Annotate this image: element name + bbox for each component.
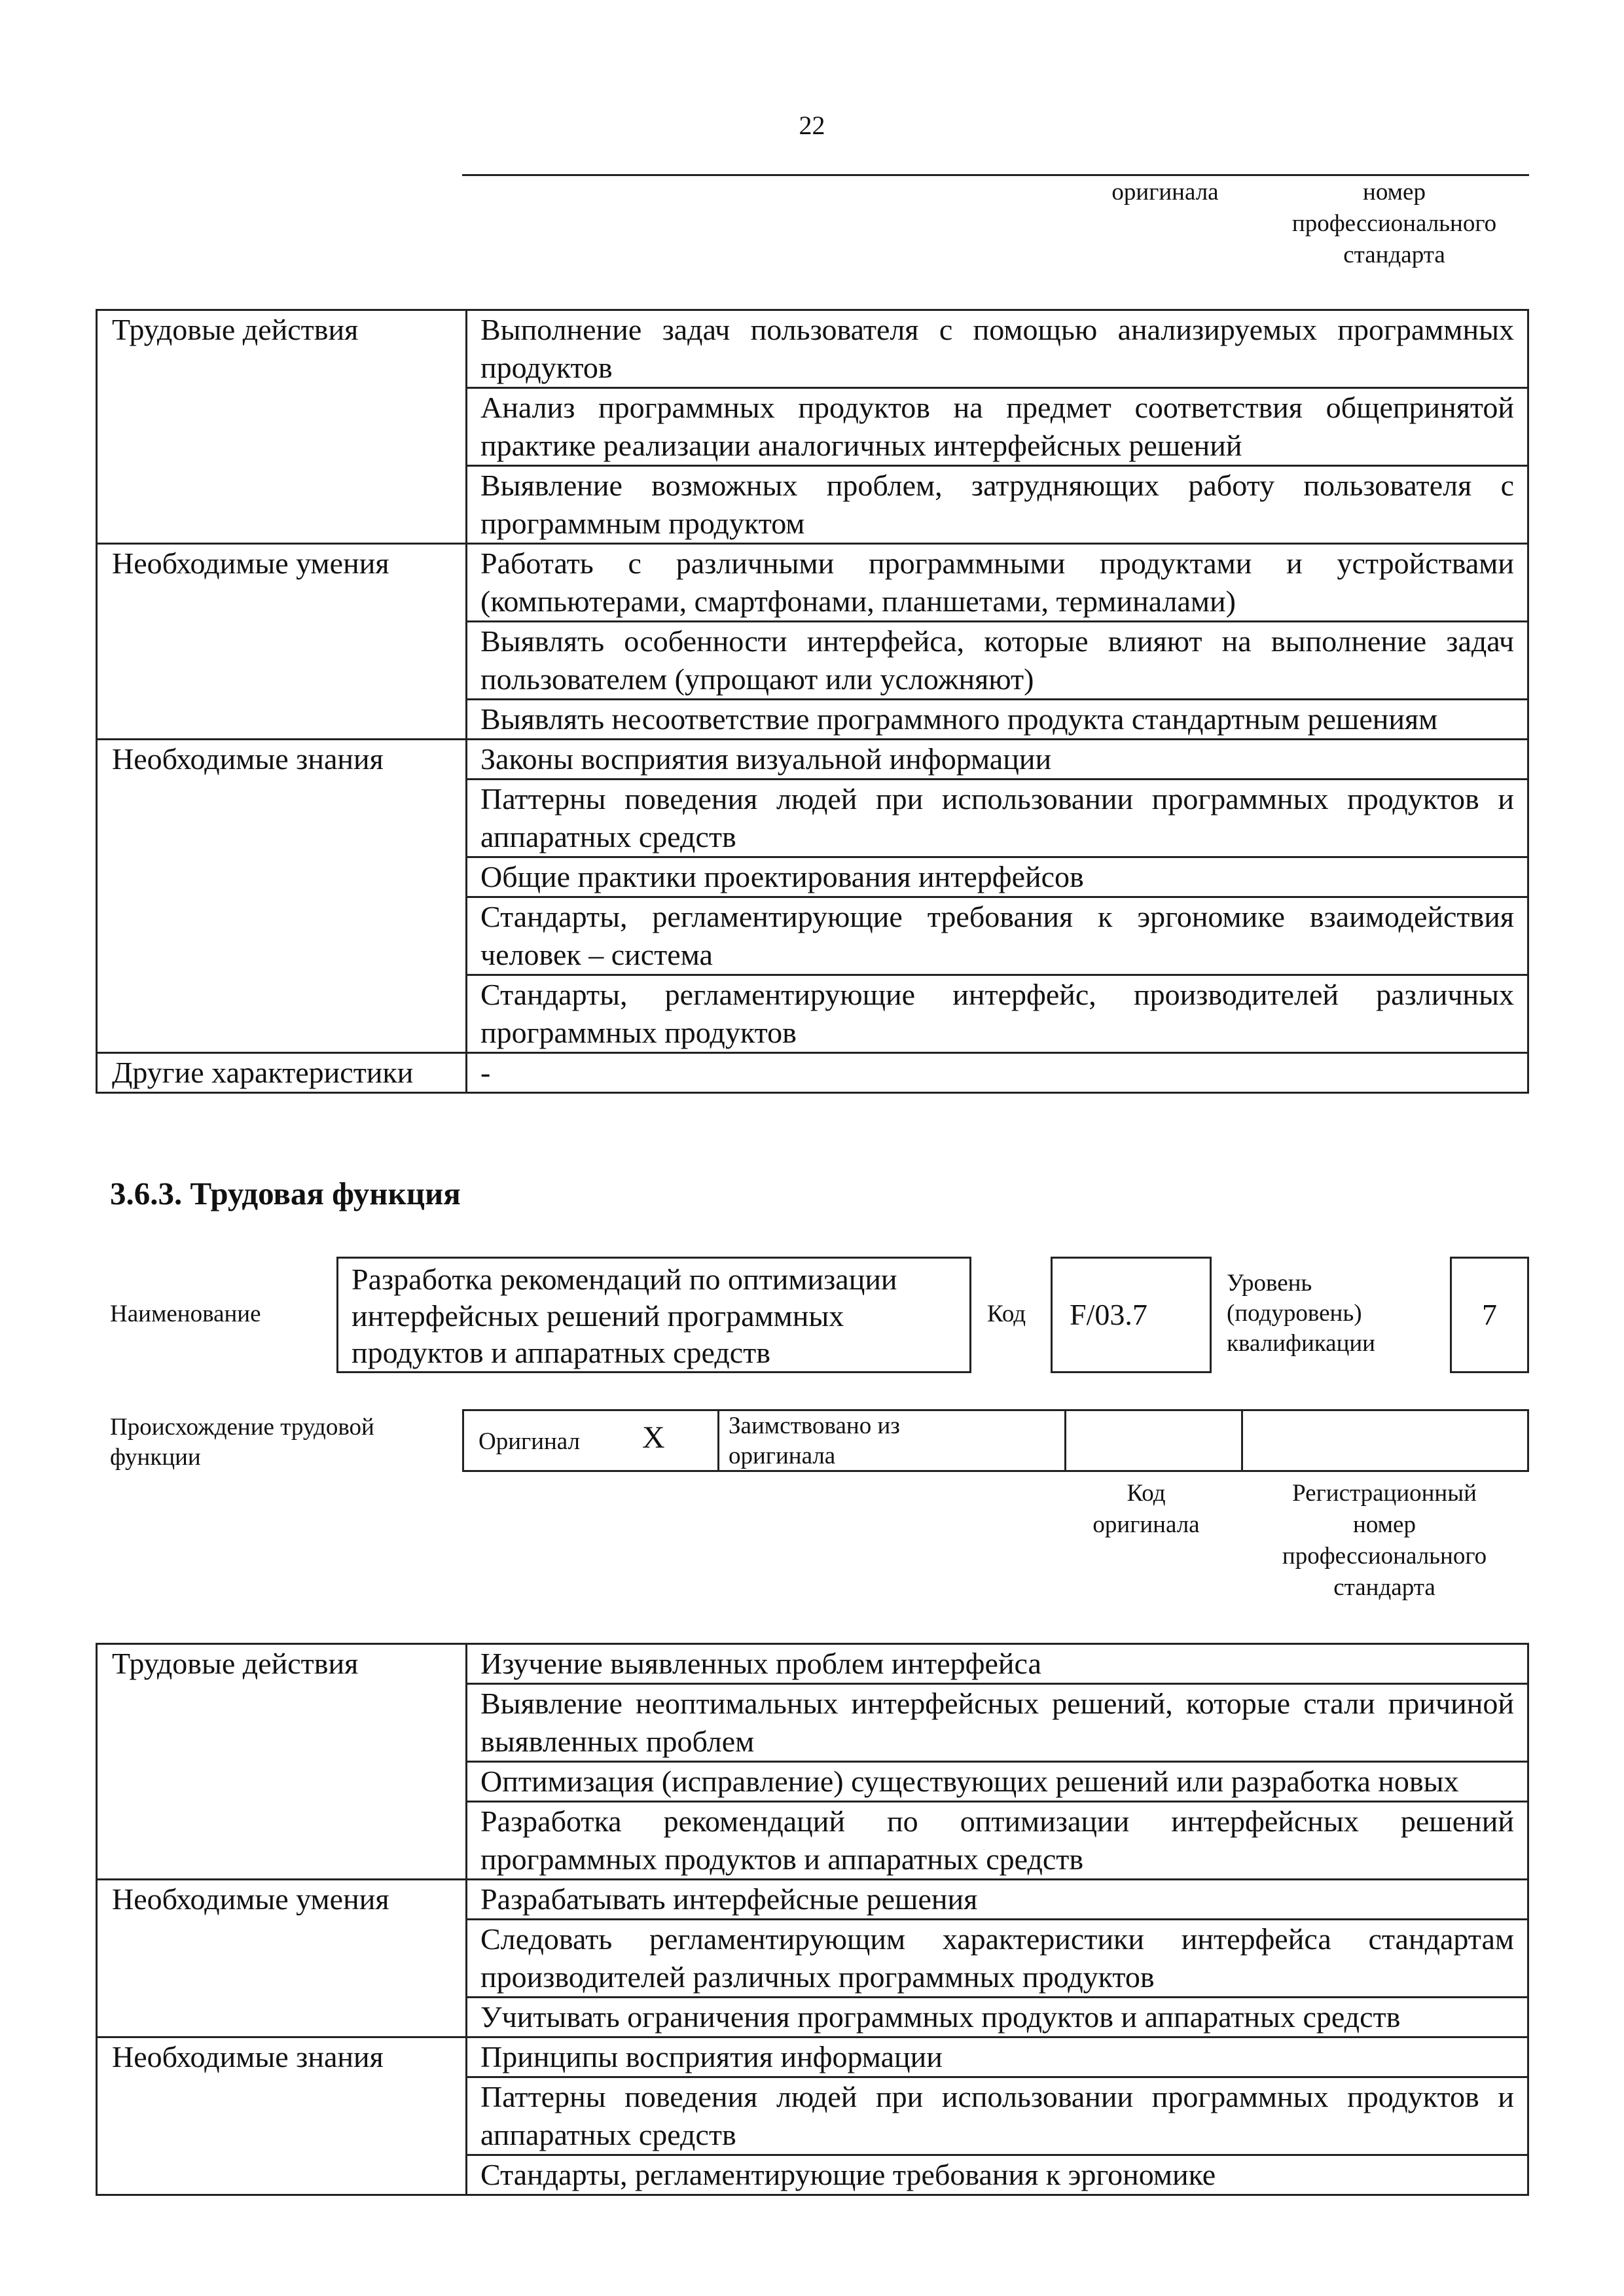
origin-original-label: Оригинал: [478, 1428, 581, 1455]
origin-code-cell: [1066, 1411, 1243, 1470]
origin-label: Происхождение трудовой функции: [110, 1414, 374, 1471]
name-label: Наименование: [110, 1300, 261, 1327]
caption-reg-number-2: Регистрационный номер профессионального стандарта: [1282, 1480, 1487, 1601]
row-group-label: Необходимые умения: [97, 544, 467, 740]
table-row: [97, 544, 1528, 622]
row-item-text: Учитывать ограничения программных продуктов и аппаратных средств: [467, 1998, 1528, 2037]
page-number: 22: [799, 111, 825, 140]
row-group-label: Трудовые действия: [97, 1644, 467, 1880]
row-item-text: Выявлять несоответствие программного продукта стандартным решениям: [467, 700, 1528, 740]
table-row: [97, 1644, 1528, 1684]
row-item-text: -: [467, 1053, 1528, 1093]
row-group-label: Другие характеристики: [97, 1053, 467, 1093]
row-item-text: Стандарты, регламентирующие требования к эргономике взаимодействия человек – система: [467, 897, 1528, 975]
row-item-text: Стандарты, регламентирующие требования к эргономике: [467, 2155, 1528, 2195]
row-group-label: Необходимые умения: [97, 1880, 467, 2037]
row-item-text: Разрабатывать интерфейсные решения: [467, 1880, 1528, 1920]
row-item-text: Работать с различными программными продуктами и устройствами (компьютерами, смартфонами, планшетами, терминалами): [467, 544, 1528, 622]
origin-table: [462, 1409, 1529, 1472]
row-item-text: Выявлять особенности интерфейса, которые влияют на выполнение задач пользователем (упрощают или усложняют): [467, 622, 1528, 700]
level-value-box: 7: [1450, 1257, 1529, 1373]
origin-reg-cell: [1243, 1411, 1527, 1470]
row-group-label: Необходимые знания: [97, 2037, 467, 2195]
origin-borrowed-cell: [719, 1411, 1066, 1470]
origin-original-mark: X: [642, 1420, 665, 1455]
row-item-text: Оптимизация (исправление) существующих решений или разработка новых: [467, 1762, 1528, 1802]
function-name-box: Разработка рекомендаций по оптимизации интерфейсных решений программных продуктов и аппаратных средств: [336, 1257, 971, 1373]
origin-borrowed-label: Заимствовано из оригинала: [729, 1412, 900, 1469]
row-item-text: Паттерны поведения людей при использовании программных продуктов и аппаратных средств: [467, 2077, 1528, 2155]
row-item-text: Следовать регламентирующим характеристики интерфейса стандартам производителей различных программных продуктов: [467, 1920, 1528, 1998]
row-item-text: Принципы восприятия информации: [467, 2037, 1528, 2077]
labor-function-table-2: [96, 1643, 1529, 2196]
row-item-text: Выявление возможных проблем, затрудняющих работу пользователя с программным продуктом: [467, 466, 1528, 544]
row-item-text: Изучение выявленных проблем интерфейса: [467, 1644, 1528, 1684]
table-row: [97, 1053, 1528, 1093]
level-label: Уровень (подуровень) квалификации: [1227, 1270, 1375, 1357]
row-item-text: Выполнение задач пользователя с помощью анализируемых программных продуктов: [467, 310, 1528, 388]
caption-code-original-2: Код оригинала: [1092, 1480, 1200, 1538]
section-title: 3.6.3. Трудовая функция: [110, 1175, 461, 1211]
row-group-label: Необходимые знания: [97, 740, 467, 1053]
table-row: [97, 1880, 1528, 1920]
code-label: Код: [987, 1300, 1026, 1327]
row-item-text: Анализ программных продуктов на предмет соответствия общепринятой практике реализации аналогичных интерфейсных решений: [467, 388, 1528, 466]
row-item-text: Законы восприятия визуальной информации: [467, 740, 1528, 780]
function-code-box: F/03.7: [1051, 1257, 1212, 1373]
row-item-text: Паттерны поведения людей при использовании программных продуктов и аппаратных средств: [467, 780, 1528, 857]
row-item-text: Общие практики проектирования интерфейсов: [467, 857, 1528, 897]
table-row: [97, 2037, 1528, 2077]
table-row: [97, 740, 1528, 780]
row-item-text: Разработка рекомендаций по оптимизации интерфейсных решений программных продуктов и аппаратных средств: [467, 1802, 1528, 1880]
labor-function-table-1: [96, 309, 1529, 1094]
row-group-label: Трудовые действия: [97, 310, 467, 544]
header-rule: [462, 174, 1529, 176]
row-item-text: Стандарты, регламентирующие интерфейс, производителей различных программных продуктов: [467, 975, 1528, 1053]
row-item-text: Выявление неоптимальных интерфейсных решений, которые стали причиной выявленных проблем: [467, 1684, 1528, 1762]
origin-original-cell: [464, 1411, 719, 1470]
caption-code-original: оригинала: [1111, 179, 1219, 206]
table-row: [97, 310, 1528, 388]
caption-reg-number: номер профессионального стандарта: [1291, 179, 1497, 268]
